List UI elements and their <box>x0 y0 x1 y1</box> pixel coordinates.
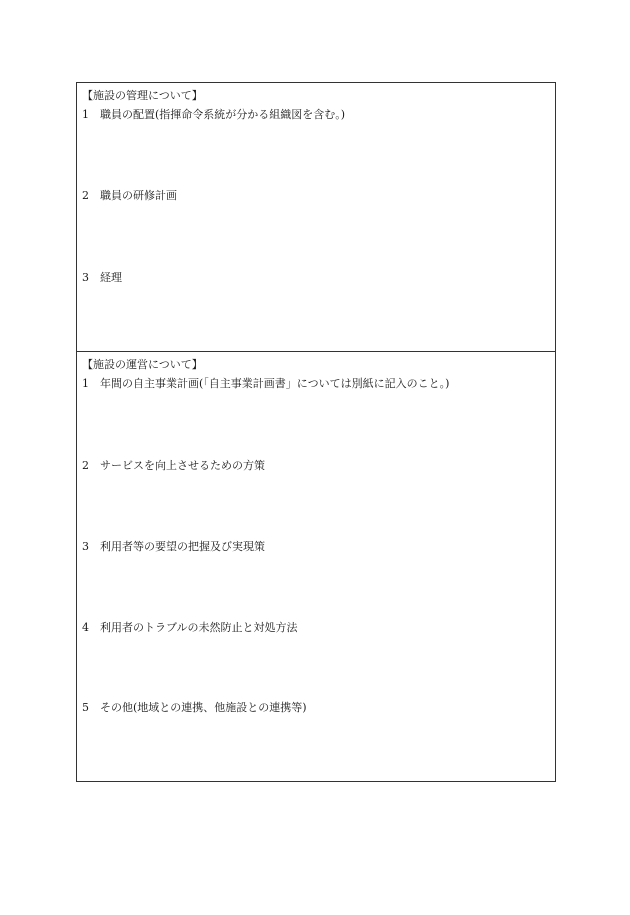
item-text: サービスを向上させるための方策 <box>100 459 265 472</box>
item-text: 利用者等の要望の把握及び実現策 <box>100 540 265 553</box>
item-text: 年間の自主事業計画(「自主事業計画書」については別紙に記入のこと。) <box>100 377 450 390</box>
management-item-accounting <box>82 271 122 285</box>
item-number: 2 <box>82 189 89 202</box>
operation-item-annual-plan <box>82 377 449 391</box>
operation-item-user-requests <box>82 540 265 554</box>
item-number: 1 <box>82 108 89 121</box>
item-number: 4 <box>82 621 89 634</box>
facility-management-section <box>77 83 555 352</box>
section-heading-operation: 【施設の運営について】 <box>82 358 203 371</box>
item-number: 3 <box>82 540 89 553</box>
item-text: 経理 <box>100 271 122 284</box>
item-number: 5 <box>82 701 89 714</box>
facility-operation-section <box>77 352 555 781</box>
item-number: 3 <box>82 271 89 284</box>
item-text: その他(地域との連携、他施設との連携等) <box>100 701 307 714</box>
management-item-training-plan <box>82 189 177 203</box>
item-number: 1 <box>82 377 89 390</box>
item-text: 利用者のトラブルの未然防止と対処方法 <box>100 621 298 634</box>
item-number: 2 <box>82 459 89 472</box>
proposal-form <box>76 82 556 782</box>
item-text: 職員の研修計画 <box>100 189 177 202</box>
operation-item-service-improvement <box>82 459 265 473</box>
management-item-staff-placement <box>82 108 345 122</box>
section-heading-management: 【施設の管理について】 <box>82 89 203 102</box>
item-text: 職員の配置(指揮命令系統が分かる組織図を含む。) <box>100 108 346 121</box>
operation-item-other <box>82 701 307 715</box>
operation-item-trouble-prevention <box>82 621 298 635</box>
